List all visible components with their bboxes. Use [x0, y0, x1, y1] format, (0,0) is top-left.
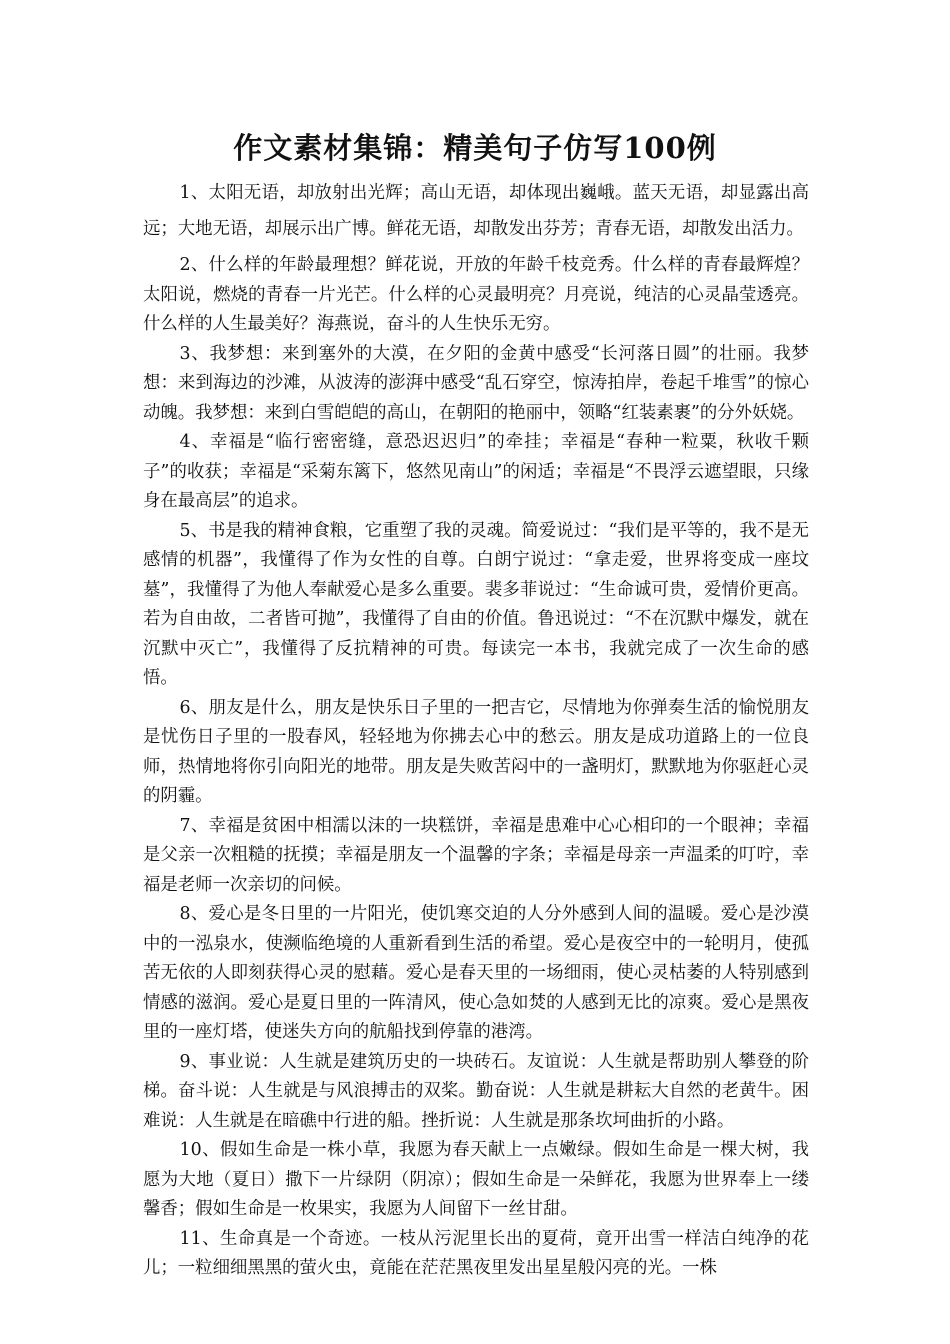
document-title: 作文素材集锦：精美句子仿写100例: [233, 131, 717, 165]
paragraph-5: 5、书是我的精神食粮，它重塑了我的灵魂。简爱说过：“我们是平等的，我不是无感情的机器”，我懂得了作为女性的自尊。白朗宁说过：“拿走爱，世界将变成一座坟墓”，我懂得了为他人奉献爱心是多么重要。裴多菲说过：“生命诚可贵，爱情价更高。若为自由故，二者皆可抛”，我懂得了自由的价值。鲁迅说过：“不在沉默中爆发，就在沉默中灭亡”，我懂得了反抗精神的可贵。每读完一本书，我就完成了一次生命的感悟。: [143, 520, 809, 688]
paragraph-7: 7、幸福是贫困中相濡以沫的一块糕饼，幸福是患难中心心相印的一个眼神；幸福是父亲一次粗糙的抚摸；幸福是朋友一个温馨的字条；幸福是母亲一声温柔的叮咛，幸福是老师一次亲切的问候。: [143, 815, 809, 895]
paragraph-8: 8、爱心是冬日里的一片阳光，使饥寒交迫的人分外感到人间的温暖。爱心是沙漠中的一泓泉水，使濒临绝境的人重新看到生活的希望。爱心是夜空中的一轮明月，使孤苦无依的人即刻获得心灵的慰藉。爱心是春天里的一场细雨，使心灵枯萎的人特别感到情感的滋润。爱心是夏日里的一阵清风，使心急如焚的人感到无比的凉爽。爱心是黑夜里的一座灯塔，使迷失方向的航船找到停靠的港湾。: [143, 904, 809, 1042]
paragraph-3: 3、我梦想：来到塞外的大漠，在夕阳的金黄中感受“长河落日圆”的壮丽。我梦想：来到海边的沙滩，从波涛的澎湃中感受“乱石穿空，惊涛拍岸，卷起千堆雪”的惊心动魄。我梦想：来到白雪皑皑的高山，在朝阳的艳丽中，领略“红装素裹”的分外妖娆。: [143, 343, 809, 423]
paragraph-6: 6、朋友是什么，朋友是快乐日子里的一把吉它，尽情地为你弹奏生活的愉悦朋友是忧伤日子里的一股春风，轻轻地为你拂去心中的愁云。朋友是成功道路上的一位良师，热情地将你引向阳光的地带。朋友是失败苦闷中的一盏明灯，默默地为你驱赶心灵的阴霾。: [143, 697, 809, 806]
paragraph-1: 1、太阳无语，却放射出光辉；高山无语，却体现出巍峨。蓝天无语，却显露出高远；大地无语，却展示出广博。鲜花无语，却散发出芬芳；青春无语，却散发出活力。: [143, 183, 809, 239]
paragraph-11: 11、生命真是一个奇迹。一枝从污泥里长出的夏荷，竟开出雪一样洁白纯净的花儿；一粒细细黑黑的萤火虫，竟能在茫茫黑夜里发出星星般闪亮的光。一株: [143, 1228, 809, 1278]
paragraph-10: 10、假如生命是一株小草，我愿为春天献上一点嫩绿。假如生命是一棵大树，我愿为大地（夏日）撒下一片绿阴（阴凉）；假如生命是一朵鲜花，我愿为世界奉上一缕馨香；假如生命是一枚果实，我愿为人间留下一丝甘甜。: [143, 1140, 809, 1219]
paragraph-2: 2、什么样的年龄最理想？鲜花说，开放的年龄千枝竞秀。什么样的青春最辉煌？太阳说，燃烧的青春一片光芒。什么样的心灵最明亮？月亮说，纯洁的心灵晶莹透亮。什么样的人生最美好？海燕说，奋斗的人生快乐无穷。: [143, 255, 809, 334]
paragraph-9: 9、事业说：人生就是建筑历史的一块砖石。友谊说：人生就是帮助别人攀登的阶梯。奋斗说：人生就是与风浪搏击的双桨。勤奋说：人生就是耕耘大自然的老黄牛。困难说：人生就是在暗礁中行进的船。挫折说：人生就是那条坎坷曲折的小路。: [143, 1051, 809, 1131]
paragraph-4: 4、幸福是“临行密密缝，意恐迟迟归”的牵挂；幸福是“春种一粒粟，秋收千颗子”的收获；幸福是“采菊东篱下，悠然见南山”的闲适；幸福是“不畏浮云遮望眼，只缘身在最高层”的追求。: [143, 432, 809, 511]
document-body: [143, 176, 809, 1284]
